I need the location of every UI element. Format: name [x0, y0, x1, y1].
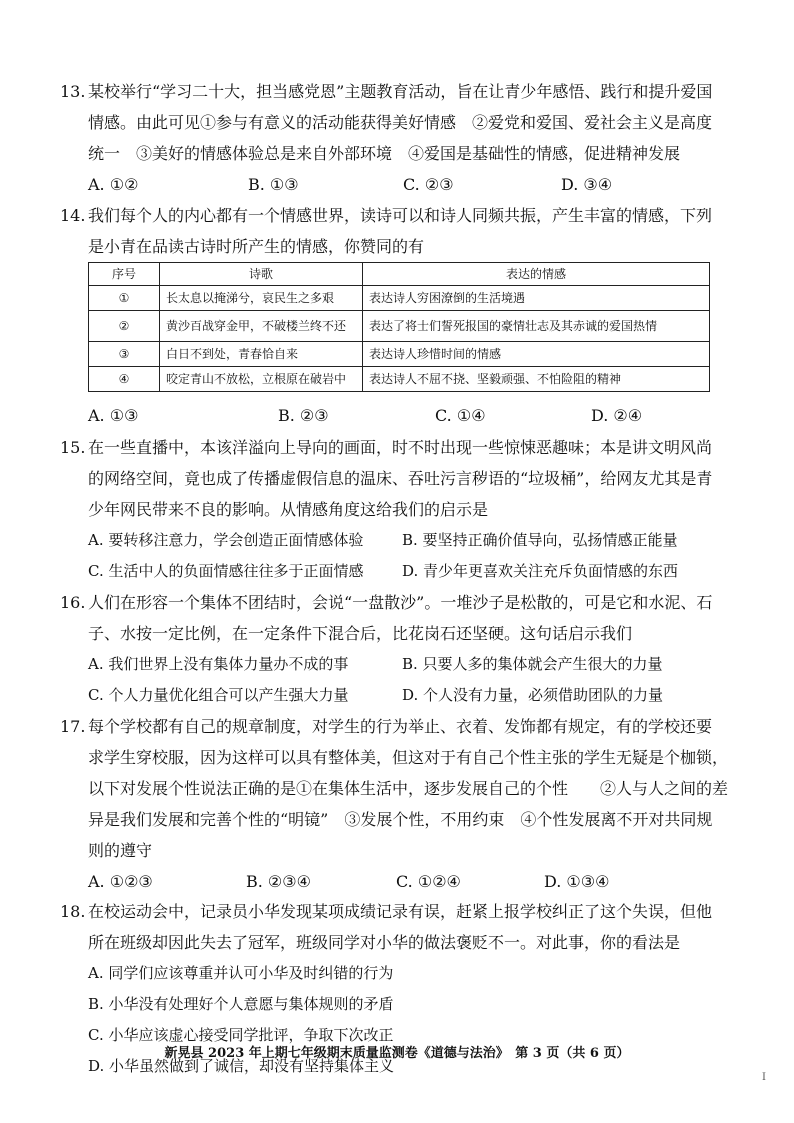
question-text-line: 以下对发展个性说法正确的是①在集体生活中，逐步发展自己的个性 ②人与人之间的差	[88, 779, 729, 798]
question-text-line: 每个学校都有自己的规章制度，对学生的行为举止、衣着、发饰都有规定，有的学校还要	[88, 717, 713, 736]
option-c[interactable]: C. 生活中人的负面情感往往多于正面情感	[88, 562, 364, 580]
question-14	[60, 200, 740, 262]
question-text-line: 的网络空间，竟也成了传播虚假信息的温床、吞吐污言秽语的“垃圾桶”，给网友尤其是青	[88, 469, 713, 488]
option-c[interactable]: C. 个人力量优化组合可以产生强大力量	[88, 686, 349, 704]
option-a[interactable]: A. ①②	[88, 175, 139, 194]
table-row	[89, 311, 710, 342]
table-cell: 白日不到处，青春恰自来	[160, 342, 363, 367]
option-c[interactable]: C. ①④	[435, 406, 486, 425]
option-b[interactable]: B. ①③	[248, 175, 299, 194]
question-14-options	[60, 400, 740, 431]
question-number: 17.	[60, 717, 86, 736]
table-cell: ④	[89, 367, 160, 392]
options-row	[60, 400, 740, 431]
option-c[interactable]: C. ①②④	[396, 872, 461, 891]
option-b[interactable]: B. ②③④	[246, 872, 311, 891]
option-d[interactable]: D. 青少年更喜欢关注充斥负面情感的东西	[402, 562, 679, 580]
poem-table	[88, 262, 710, 392]
table-row	[89, 286, 710, 311]
table-cell: 表达诗人穷困潦倒的生活境遇	[363, 286, 710, 311]
option-a[interactable]: A. 同学们应该尊重并认可小华及时纠错的行为	[88, 964, 394, 982]
options-row	[60, 866, 740, 897]
table-cell: 表达了将士们誓死报国的豪情壮志及其赤诚的爱国热情	[363, 311, 710, 342]
question-text-line: 异是我们发展和完善个性的“明镜” ③发展个性，不用约束 ④个性发展离不开对共同规	[88, 810, 713, 829]
option-d[interactable]: D. ①③④	[544, 872, 610, 891]
table-header: 诗歌	[160, 263, 363, 286]
question-text-line: 我们每个人的内心都有一个情感世界，读诗可以和诗人同频共振，产生丰富的情感，下列	[88, 206, 713, 225]
question-text-line: 子、水按一定比例，在一定条件下混合后，比花岗石还坚硬。这句话启示我们	[88, 624, 633, 643]
option-b[interactable]: B. 只要人多的集体就会产生很大的力量	[402, 655, 663, 673]
option-a[interactable]: A. ①②③	[88, 872, 153, 891]
question-number: 15.	[60, 438, 86, 457]
question-text-line: 求学生穿校服，因为这样可以具有整体美，但这对于有自己个性主张的学生无疑是个枷锁，	[88, 748, 729, 767]
question-text-line: 少年网民带来不良的影响。从情感角度这给我们的启示是	[88, 500, 489, 519]
option-d[interactable]: D. ②④	[591, 406, 643, 425]
table-cell: 长太息以掩涕兮，哀民生之多艰	[160, 286, 363, 311]
question-text-line: 是小青在品读古诗时所产生的情感，你赞同的有	[88, 237, 425, 256]
options-row	[60, 525, 740, 556]
option-a[interactable]: A. 要转移注意力，学会创造正面情感体验	[88, 531, 364, 549]
options-row	[60, 556, 740, 587]
question-number: 14.	[60, 206, 86, 225]
table-row	[89, 342, 710, 367]
table-header: 序号	[89, 263, 160, 286]
question-number: 13.	[60, 82, 86, 101]
option-b[interactable]: B. 要坚持正确价值导向，弘扬情感正能量	[402, 531, 678, 549]
option-c[interactable]: C. 小华应该虚心接受同学批评，争取下次改正	[88, 1026, 394, 1044]
question-text-line: 所在班级却因此失去了冠军，班级同学对小华的做法褒贬不一。对此事，你的看法是	[88, 933, 681, 952]
options-row	[60, 649, 740, 680]
table-header-row	[89, 263, 710, 286]
question-text-line: 人们在形容一个集体不团结时，会说“一盘散沙”。一堆沙子是松散的，可是它和水泥、石	[88, 593, 713, 612]
option-d[interactable]: D. 小华虽然做到了诚信，却没有坚持集体主义	[88, 1057, 395, 1075]
question-text-line: 在一些直播中，本该洋溢向上导向的画面，时不时出现一些惊悚恶趣味；本是讲文明风尚	[88, 438, 713, 457]
question-text-line: 在校运动会中，记录员小华发现某项成绩记录有误，赶紧上报学校纠正了这个失误，但他	[88, 902, 713, 921]
table-cell: 表达诗人珍惜时间的情感	[363, 342, 710, 367]
question-text-line: 则的遵守	[88, 841, 153, 860]
question-16	[60, 587, 740, 711]
question-number: 18.	[60, 902, 86, 921]
option-b[interactable]: B. 小华没有处理好个人意愿与集体规则的矛盾	[88, 995, 394, 1013]
table-cell: 表达诗人不屈不挠、坚毅顽强、不怕险阻的精神	[363, 367, 710, 392]
question-text-line: 情感。由此可见①参与有意义的活动能获得美好情感 ②爱党和爱国、爱社会主义是高度	[88, 113, 713, 132]
options-row	[60, 169, 740, 200]
page-footer: 新晃县 2023 年上期七年级期末质量监测卷《道德与法治》 第 3 页（共 6 页）	[164, 1046, 630, 1061]
question-13	[60, 76, 740, 200]
options-row	[60, 680, 740, 711]
option-b[interactable]: B. ②③	[278, 406, 329, 425]
option-d[interactable]: D. ③④	[561, 175, 613, 194]
table-cell: ②	[89, 311, 160, 342]
table-row	[89, 367, 710, 392]
question-15	[60, 432, 740, 587]
table-cell: ①	[89, 286, 160, 311]
table-cell: 黄沙百战穿金甲，不破楼兰终不还	[160, 311, 363, 342]
table-cell: 咬定青山不放松，立根原在破岩中	[160, 367, 363, 392]
question-text-line: 统一 ③美好的情感体验总是来自外部环境 ④爱国是基础性的情感，促进精神发展	[88, 144, 681, 163]
question-17	[60, 711, 740, 897]
option-a[interactable]: A. 我们世界上没有集体力量办不成的事	[88, 655, 349, 673]
table-header: 表达的情感	[363, 263, 710, 286]
option-a[interactable]: A. ①③	[88, 406, 139, 425]
question-number: 16.	[60, 593, 86, 612]
margin-mark: I	[762, 1072, 766, 1083]
question-text-line: 某校举行“学习二十大，担当感党恩”主题教育活动，旨在让青少年感悟、践行和提升爱国	[88, 82, 713, 101]
option-c[interactable]: C. ②③	[403, 175, 454, 194]
option-d[interactable]: D. 个人没有力量，必须借助团队的力量	[402, 686, 664, 704]
table-cell: ③	[89, 342, 160, 367]
